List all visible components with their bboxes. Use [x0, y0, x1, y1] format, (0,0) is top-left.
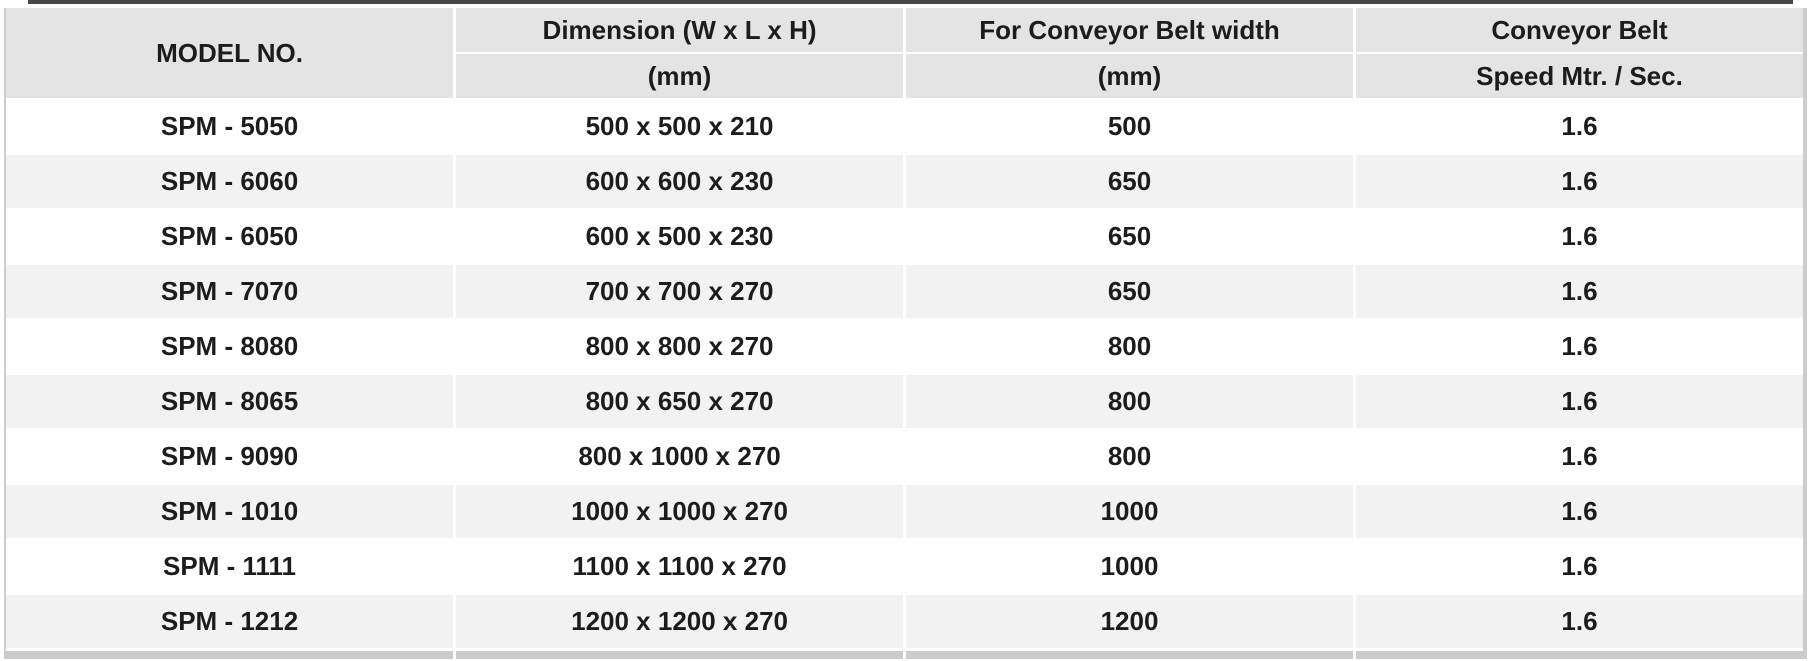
- cell-model-no: SPM - 6050: [6, 208, 453, 263]
- cell-model-no: SPM - 8080: [6, 318, 453, 373]
- cell-dimension: 1000 x 1000 x 270: [453, 483, 903, 538]
- col-header-model-no: MODEL NO.: [6, 8, 453, 98]
- table-row: [6, 428, 1803, 483]
- cell-belt-speed: 1.6: [1353, 428, 1803, 483]
- col-subheader-belt-speed-unit: Speed Mtr. / Sec.: [1353, 52, 1803, 98]
- table-row: [6, 263, 1803, 318]
- cell-model-no: SPM - 1111: [6, 538, 453, 593]
- table-bottom-edge: [6, 648, 1803, 659]
- cell-belt-speed: 1.6: [1353, 318, 1803, 373]
- cell-belt-width: 1000: [903, 538, 1353, 593]
- cell-belt-width: 650: [903, 153, 1353, 208]
- cell-belt-speed: 1.6: [1353, 263, 1803, 318]
- table-header: [6, 8, 1803, 98]
- bottom-edge-cell: [1353, 648, 1803, 659]
- table-row: [6, 153, 1803, 208]
- specs-table-container: [4, 8, 1807, 659]
- table-row: [6, 208, 1803, 263]
- cell-belt-speed: 1.6: [1353, 373, 1803, 428]
- col-header-belt-speed: Conveyor Belt: [1353, 8, 1803, 52]
- table-row: [6, 98, 1803, 153]
- table-row: [6, 318, 1803, 373]
- cell-dimension: 500 x 500 x 210: [453, 98, 903, 153]
- cell-belt-speed: 1.6: [1353, 208, 1803, 263]
- cell-belt-width: 1200: [903, 593, 1353, 648]
- cell-belt-width: 650: [903, 263, 1353, 318]
- cell-belt-speed: 1.6: [1353, 483, 1803, 538]
- cell-belt-width: 800: [903, 428, 1353, 483]
- cell-belt-speed: 1.6: [1353, 153, 1803, 208]
- col-header-belt-width: For Conveyor Belt width: [903, 8, 1353, 52]
- cell-dimension: 800 x 1000 x 270: [453, 428, 903, 483]
- bottom-edge-cell: [903, 648, 1353, 659]
- cell-model-no: SPM - 7070: [6, 263, 453, 318]
- table-body: [6, 98, 1803, 648]
- cell-belt-width: 800: [903, 318, 1353, 373]
- conveyor-specs-table: [6, 8, 1803, 659]
- cell-dimension: 800 x 650 x 270: [453, 373, 903, 428]
- cell-model-no: SPM - 1010: [6, 483, 453, 538]
- cell-dimension: 1200 x 1200 x 270: [453, 593, 903, 648]
- table-row: [6, 593, 1803, 648]
- bottom-edge-cell: [6, 648, 453, 659]
- cell-belt-speed: 1.6: [1353, 593, 1803, 648]
- cell-dimension: 1100 x 1100 x 270: [453, 538, 903, 593]
- cell-dimension: 600 x 500 x 230: [453, 208, 903, 263]
- col-subheader-belt-width-unit: (mm): [903, 52, 1353, 98]
- cell-dimension: 600 x 600 x 230: [453, 153, 903, 208]
- cell-model-no: SPM - 1212: [6, 593, 453, 648]
- cell-belt-width: 500: [903, 98, 1353, 153]
- table-row: [6, 538, 1803, 593]
- cell-model-no: SPM - 6060: [6, 153, 453, 208]
- cell-model-no: SPM - 8065: [6, 373, 453, 428]
- cell-belt-width: 1000: [903, 483, 1353, 538]
- cell-model-no: SPM - 9090: [6, 428, 453, 483]
- cell-belt-width: 650: [903, 208, 1353, 263]
- table-footer: [6, 648, 1803, 659]
- header-row-titles: [6, 8, 1803, 52]
- cell-dimension: 800 x 800 x 270: [453, 318, 903, 373]
- bottom-edge-cell: [453, 648, 903, 659]
- cell-belt-width: 800: [903, 373, 1353, 428]
- cell-model-no: SPM - 5050: [6, 98, 453, 153]
- cell-belt-speed: 1.6: [1353, 538, 1803, 593]
- col-subheader-dimension-unit: (mm): [453, 52, 903, 98]
- cell-belt-speed: 1.6: [1353, 98, 1803, 153]
- table-row: [6, 373, 1803, 428]
- cropped-heading-rule: [28, 0, 1793, 4]
- cell-dimension: 700 x 700 x 270: [453, 263, 903, 318]
- table-row: [6, 483, 1803, 538]
- col-header-dimension: Dimension (W x L x H): [453, 8, 903, 52]
